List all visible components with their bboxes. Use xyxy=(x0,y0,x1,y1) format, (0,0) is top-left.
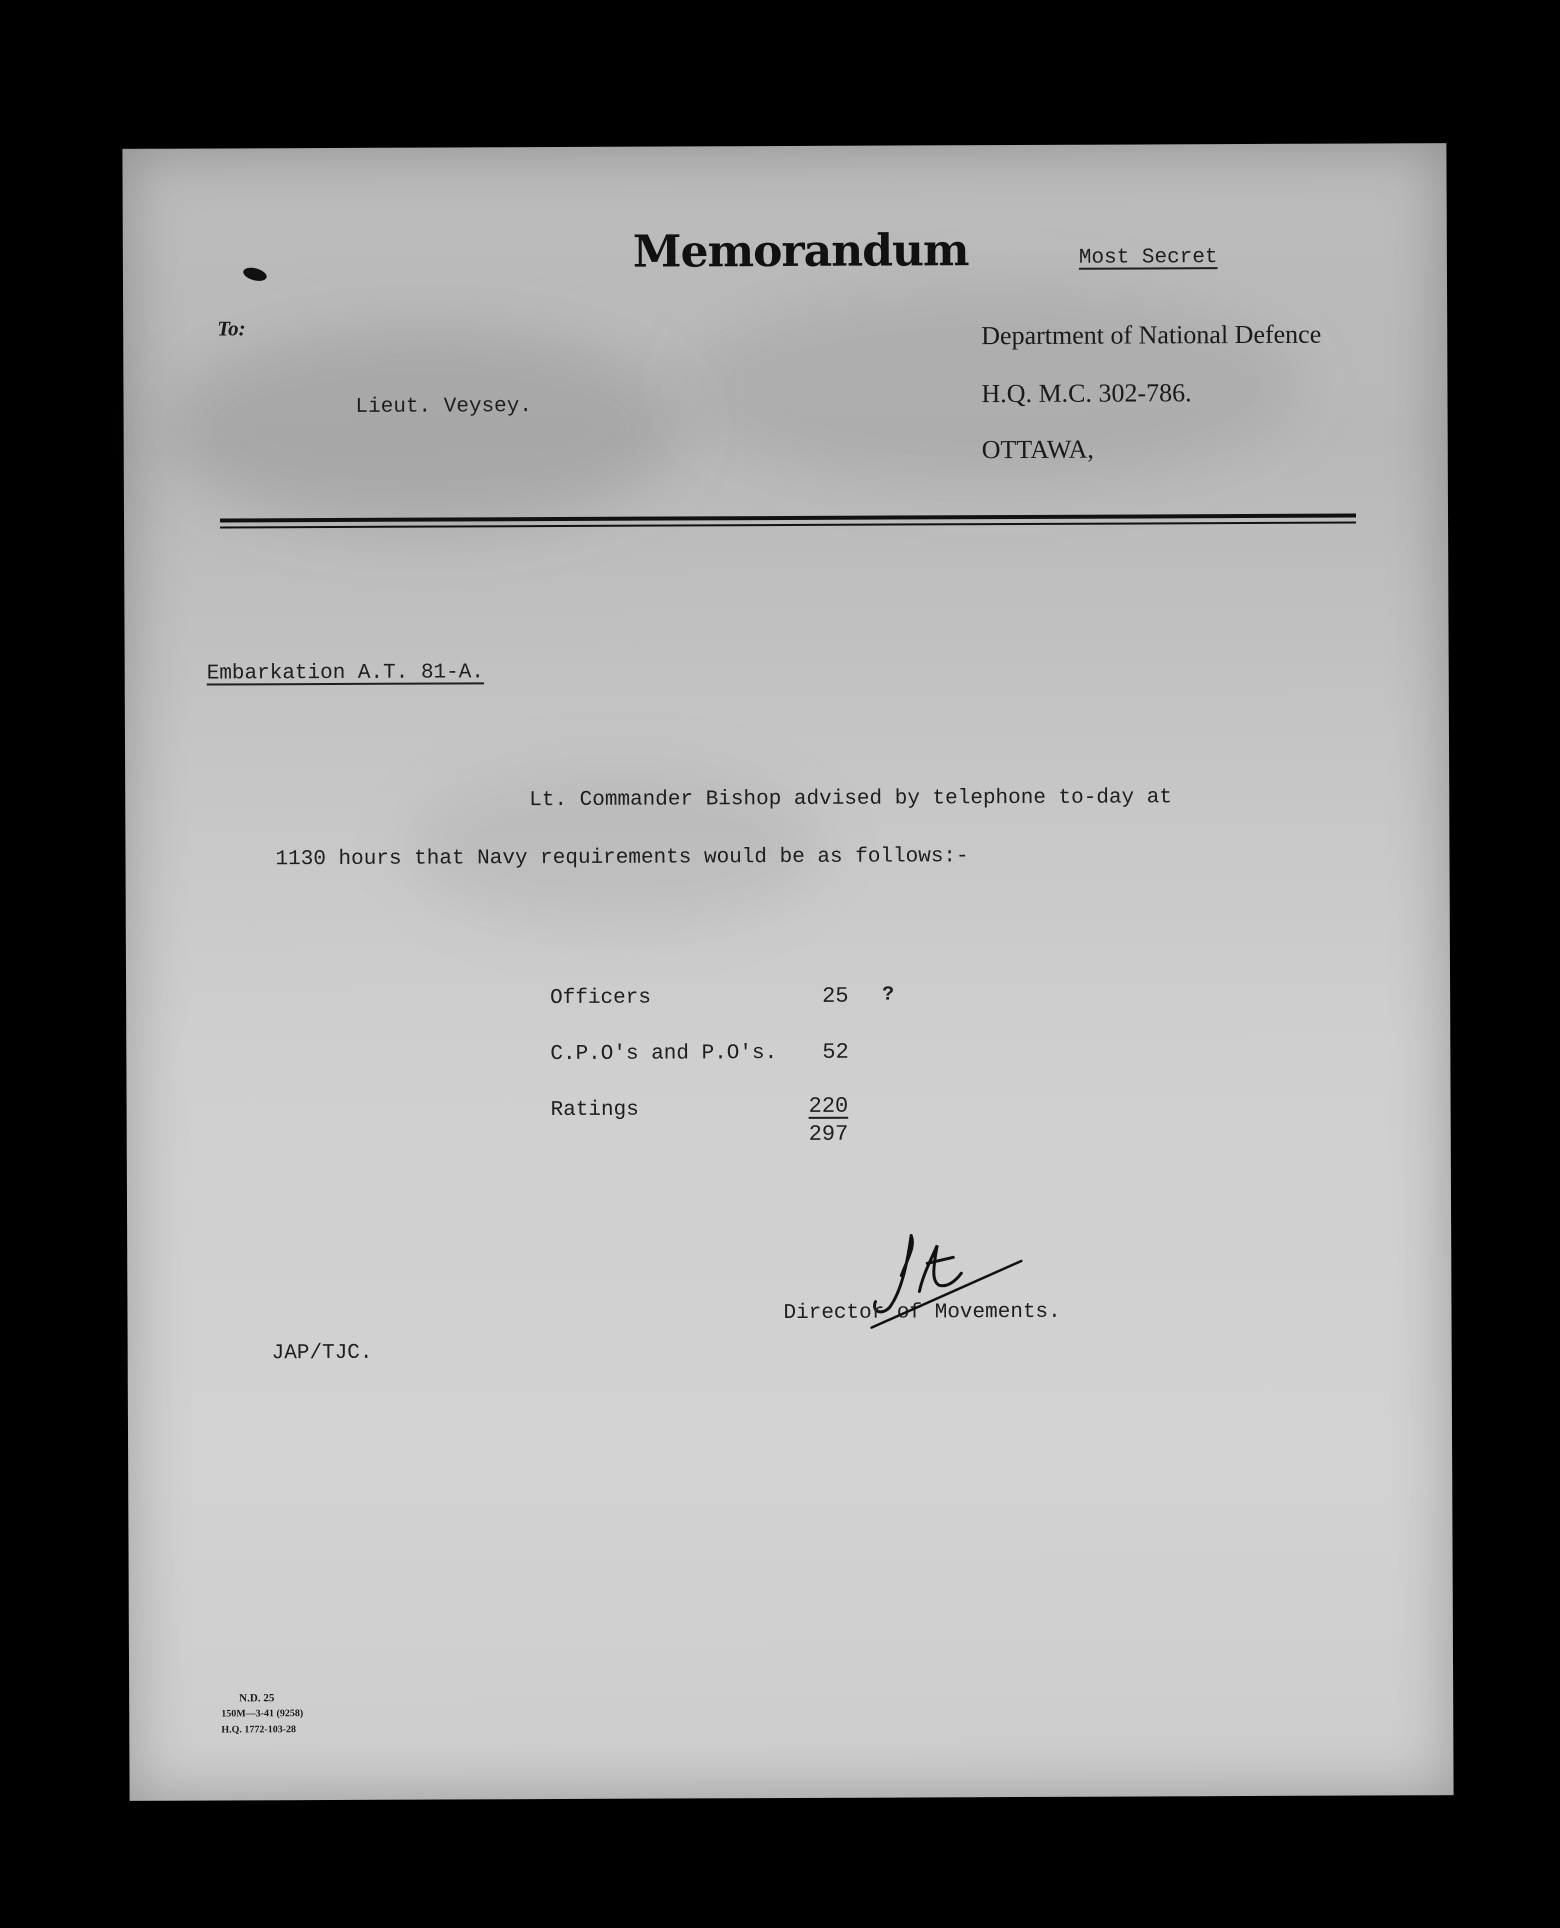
paper-stain xyxy=(163,326,684,528)
requirement-value-ratings: 220 xyxy=(808,1093,849,1119)
requirement-note-officers: ? xyxy=(882,983,895,1007)
requirement-label-ratings: Ratings xyxy=(550,1098,639,1123)
file-reference: H.Q. M.C. 302-786. xyxy=(981,378,1192,409)
bullet-mark xyxy=(242,265,268,283)
form-hq-ref: H.Q. 1772-103-28 xyxy=(221,1724,297,1736)
body-line-1: Lt. Commander Bishop advised by telephone to-day at xyxy=(529,786,1173,813)
signature-title: Director of Movements. xyxy=(783,1300,1061,1326)
strike-through-line xyxy=(867,1253,1027,1334)
city: OTTAWA, xyxy=(981,434,1094,465)
memo-title: Memorandum xyxy=(632,225,969,278)
form-print-run: 150M—3-41 (9258) xyxy=(221,1708,304,1720)
form-number: N.D. 25 xyxy=(239,1692,275,1705)
to-label: To: xyxy=(217,316,246,341)
requirement-value-officers: 25 xyxy=(822,983,849,1009)
requirement-value-cpos: 52 xyxy=(822,1039,849,1065)
typist-initials: JAP/TJC. xyxy=(271,1341,373,1366)
requirement-label-officers: Officers xyxy=(550,986,651,1011)
requirement-label-cpos: C.P.O's and P.O's. xyxy=(550,1042,778,1067)
memo-page xyxy=(122,143,1453,1801)
requirement-total: 297 xyxy=(808,1121,849,1147)
classification-label: Most Secret xyxy=(1078,246,1218,270)
subject-line: Embarkation A.T. 81-A. xyxy=(206,661,484,686)
department-name: Department of National Defence xyxy=(981,319,1322,351)
recipient: Lieut. Veysey. xyxy=(355,395,533,419)
body-line-2: 1130 hours that Navy requirements would be as follows:- xyxy=(275,845,969,872)
